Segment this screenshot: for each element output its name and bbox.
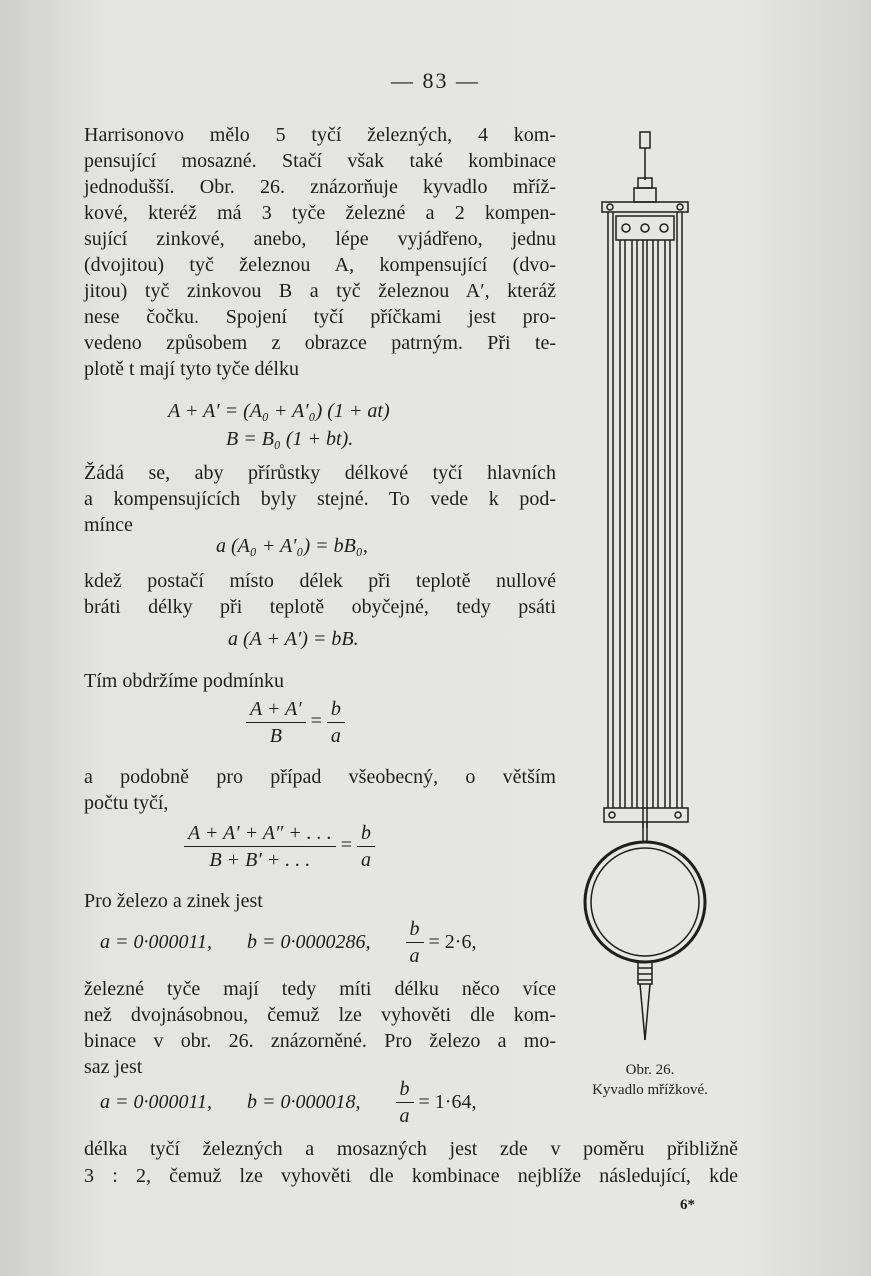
denominator: a bbox=[330, 725, 341, 747]
figure-title: Kyvadlo mřížkové. bbox=[592, 1082, 708, 1098]
fraction bbox=[357, 820, 375, 873]
text-line: pensující mosazné. Stačí však také kombinace bbox=[84, 150, 556, 172]
fraction bbox=[327, 696, 345, 749]
paragraph-6 bbox=[84, 888, 556, 914]
text-line: mínce bbox=[84, 514, 133, 536]
ratio-value: = 1·64, bbox=[418, 1091, 477, 1113]
paragraph-1 bbox=[84, 122, 556, 382]
fraction bbox=[184, 820, 336, 873]
numerator: A + A′ bbox=[246, 696, 306, 723]
equation-5 bbox=[246, 696, 345, 749]
text-line: nese čočku. Spojení tyčí příčkami jest pro- bbox=[84, 306, 556, 328]
denominator: B bbox=[269, 725, 282, 747]
text-line: Pro železo a zinek jest bbox=[84, 890, 263, 912]
equation-6 bbox=[184, 820, 375, 873]
equals-sign: = bbox=[310, 710, 322, 733]
pendulum-figure bbox=[582, 128, 722, 1048]
value-b: b = 0·000018, bbox=[247, 1091, 361, 1113]
figure-caption bbox=[560, 1060, 740, 1100]
page-number: — 83 — bbox=[391, 68, 480, 93]
equation-8 bbox=[100, 1076, 476, 1129]
numerator: A + A′ + A″ + . . . bbox=[184, 820, 336, 847]
fraction bbox=[406, 916, 424, 969]
numerator: b bbox=[396, 1076, 414, 1103]
figure-label: Obr. 26. bbox=[625, 1062, 675, 1078]
text-line: vedeno způsobem z obrazce patrným. Při te- bbox=[84, 332, 556, 354]
fraction bbox=[246, 696, 306, 749]
text-line: bráti délky při teplotě obyčejné, tedy psáti bbox=[84, 596, 556, 618]
ratio-value: = 2·6, bbox=[428, 931, 477, 953]
text-line: Žádá se, aby přírůstky délkové tyčí hlavních bbox=[84, 462, 556, 484]
text-line: plotě t mají tyto tyče délku bbox=[84, 358, 299, 380]
fraction bbox=[396, 1076, 414, 1129]
equation-1: A + A′ = (A₀ + A′₀) (1 + at) bbox=[168, 400, 390, 422]
text-line: a podobně pro případ všeobecný, o větším bbox=[84, 766, 556, 788]
numerator: b bbox=[406, 916, 424, 943]
text-line: než dvojnásobnou, čemuž lze vyhověti dle kom- bbox=[84, 1004, 556, 1026]
paragraph-2 bbox=[84, 460, 556, 538]
text-line: jednodušší. Obr. 26. znázorňuje kyvadlo mříž- bbox=[84, 176, 556, 198]
text-line: železné tyče mají tedy míti délku něco více bbox=[84, 978, 556, 1000]
equals-sign: = bbox=[340, 834, 353, 857]
paragraph-7 bbox=[84, 976, 556, 1080]
text-line: kové, kteréž má 3 tyče železné a 2 kompen- bbox=[84, 202, 556, 224]
text-line: Tím obdržíme podmínku bbox=[84, 670, 284, 692]
equation-2: B = B₀ (1 + bt). bbox=[226, 428, 354, 450]
text-line: saz jest bbox=[84, 1056, 143, 1078]
paragraph-3 bbox=[84, 568, 556, 620]
denominator: a bbox=[409, 945, 420, 967]
paragraph-5 bbox=[84, 764, 556, 816]
text-line: (dvojitou) tyč železnou A, kompensující (dvo- bbox=[84, 254, 556, 276]
numerator: b bbox=[327, 696, 345, 723]
text-line: sující zinkové, anebo, lépe vyjádřeno, jednu bbox=[84, 228, 556, 250]
denominator: a bbox=[361, 849, 372, 871]
denominator: B + B′ + . . . bbox=[209, 849, 311, 871]
paragraph-8 bbox=[84, 1136, 738, 1190]
denominator: a bbox=[399, 1105, 410, 1127]
text-line: Harrisonovo mělo 5 tyčí železných, 4 kom- bbox=[84, 124, 556, 146]
text-line: počtu tyčí, bbox=[84, 792, 169, 814]
numerator: b bbox=[357, 820, 375, 847]
text-line: binace v obr. 26. znázorněné. Pro železo a mo- bbox=[84, 1030, 556, 1052]
value-a: a = 0·000011, bbox=[100, 931, 213, 953]
value-b: b = 0·0000286, bbox=[247, 931, 371, 953]
text-line: a kompensujících byly stejné. To vede k pod- bbox=[84, 488, 556, 510]
equation-3: a (A₀ + A′₀) = bB₀, bbox=[216, 535, 368, 557]
equation-4: a (A + A′) = bB. bbox=[228, 628, 359, 650]
paragraph-4 bbox=[84, 668, 556, 694]
text-line: délka tyčí železných a mosazných jest zde v poměru přibližně bbox=[84, 1138, 738, 1160]
text-line: jitou) tyč zinkovou B a tyč železnou A′, kteráž bbox=[84, 280, 556, 302]
value-a: a = 0·000011, bbox=[100, 1091, 213, 1113]
equation-7 bbox=[100, 916, 476, 969]
text-line: 3 : 2, čemuž lze vyhověti dle kombinace nejblíže následující, kde bbox=[84, 1165, 738, 1187]
text-line: kdež postačí místo délek při teplotě nullové bbox=[84, 570, 556, 592]
signature-mark: 6* bbox=[680, 1197, 695, 1213]
